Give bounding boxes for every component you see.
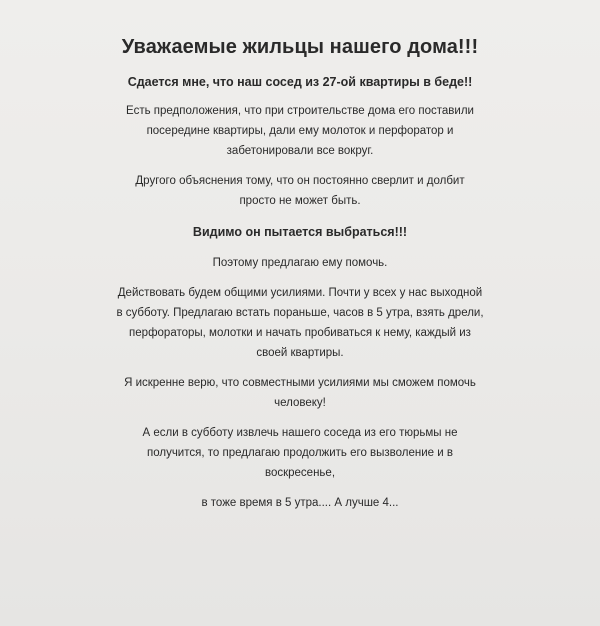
paragraph-6-line-1: А если в субботу извлечь нашего соседа из его тюрьмы не bbox=[142, 427, 458, 439]
emphasis-line: Видимо он пытается выбраться!!! bbox=[192, 225, 408, 239]
paragraph-2-line-1: Другого объяснения тому, что он постоянно сверлит и долбит bbox=[135, 175, 465, 187]
paragraph-1-line-1: Есть предположения, что при строительстве дома его поставили bbox=[126, 105, 474, 117]
paragraph-1 bbox=[44, 101, 556, 161]
paragraph-3-line-1: Поэтому предлагаю ему помочь. bbox=[212, 257, 388, 269]
paragraph-6-line-3: воскресенье, bbox=[264, 467, 336, 479]
paragraph-5-line-2: человеку! bbox=[274, 397, 326, 409]
paragraph-6 bbox=[44, 423, 556, 483]
paragraph-5-line-1: Я искренне верю, что совместными усилиями мы сможем помочь bbox=[124, 377, 476, 389]
paragraph-4-line-2: в субботу. Предлагаю встать пораньше, часов в 5 утра, взять дрели, bbox=[116, 307, 484, 319]
paragraph-4-line-3: перфораторы, молотки и начать пробиваться к нему, каждый из bbox=[129, 327, 471, 339]
paragraph-4-line-1: Действовать будем общими усилиями. Почти у всех у нас выходной bbox=[117, 287, 483, 299]
notice-subtitle: Сдается мне, что наш сосед из 27-ой квартиры в беде!! bbox=[127, 75, 473, 89]
paragraph-2-line-2: просто не может быть. bbox=[239, 195, 361, 207]
notice-title: Уважаемые жильцы нашего дома!!! bbox=[121, 36, 479, 58]
paragraph-4-line-4: своей квартиры. bbox=[256, 347, 344, 359]
paragraph-1-line-2: посередине квартиры, дали ему молоток и перфоратор и bbox=[146, 125, 454, 137]
paragraph-2 bbox=[44, 171, 556, 211]
paragraph-7-line-1: в тоже время в 5 утра.... А лучше 4... bbox=[201, 497, 399, 509]
paragraph-6-line-2: получится, то предлагаю продолжить его вызволение и в bbox=[146, 447, 454, 459]
paragraph-5 bbox=[44, 373, 556, 413]
paragraph-1-line-3: забетонировали все вокруг. bbox=[226, 145, 374, 157]
paragraph-4 bbox=[44, 283, 556, 363]
paragraph-3 bbox=[44, 253, 556, 273]
paragraph-7 bbox=[44, 493, 556, 513]
